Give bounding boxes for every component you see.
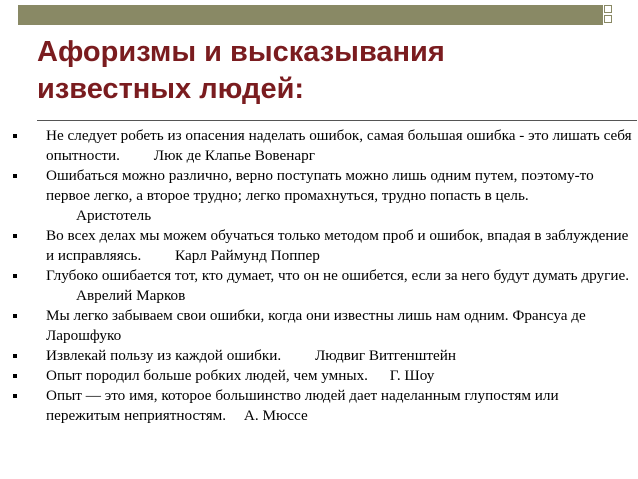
quote-text: Глубоко ошибается тот, кто думает, что он не ошибется, если за него будут думать другие. <box>46 267 629 284</box>
title-divider <box>37 120 637 121</box>
bullet-icon <box>13 374 17 378</box>
bullet-icon <box>13 394 17 398</box>
quote-text: Опыт — это имя, которое большинство людей дает наделанным глупостям или пережитым неприятностям. <box>46 387 559 424</box>
bullet-icon <box>13 354 17 358</box>
slide-title <box>37 34 597 108</box>
quote-item <box>0 306 638 346</box>
quote-item <box>0 226 638 266</box>
quote-author: Людвиг Витгенштейн <box>314 347 457 364</box>
quote-author: Аврелий Марков <box>76 287 186 304</box>
bullet-icon <box>13 274 17 278</box>
decor-square-icon <box>604 5 612 13</box>
quote-item <box>0 386 638 426</box>
quote-text: Во всех делах мы можем обучаться только методом проб и ошибок, впадая в заблуждение и исправляясь. <box>46 227 629 264</box>
bullet-icon <box>13 234 17 238</box>
header-bar <box>18 5 603 25</box>
title-line-2: известных людей: <box>37 73 305 105</box>
quote-author: Франсуа де Ларошфуко <box>46 307 586 344</box>
quote-list <box>0 126 638 426</box>
quote-author: Люк де Клапье Вовенарг <box>153 147 315 164</box>
quote-text: Извлекай пользу из каждой ошибки. <box>46 347 282 364</box>
bullet-icon <box>13 134 17 138</box>
quote-author: Г. Шоу <box>389 367 435 384</box>
quote-item <box>0 126 638 166</box>
quote-text: Мы легко забываем свои ошибки, когда они известны лишь нам одним. <box>46 307 509 324</box>
quote-item <box>0 346 638 366</box>
bullet-icon <box>13 174 17 178</box>
bullet-icon <box>13 314 17 318</box>
quote-author: А. Мюссе <box>243 407 308 424</box>
title-line-1: Афоризмы и высказывания <box>37 36 445 68</box>
quote-text: Ошибаться можно различно, верно поступать можно лишь одним путем, поэтому-то первое легко, а второе трудно; легко промахнуться, трудно попасть в цель. <box>46 167 594 204</box>
quote-item <box>0 366 638 386</box>
quote-author: Аристотель <box>76 207 152 224</box>
quote-item <box>0 266 638 306</box>
decor-square-icon <box>604 15 612 23</box>
quote-author: Карл Раймунд Поппер <box>175 247 320 264</box>
quote-text: Опыт породил больше робких людей, чем умных. <box>46 367 368 384</box>
quote-item <box>0 166 638 226</box>
quote-text: Не следует робеть из опасения наделать ошибок, самая большая ошибка - это лишать себя опытности. <box>46 127 632 164</box>
